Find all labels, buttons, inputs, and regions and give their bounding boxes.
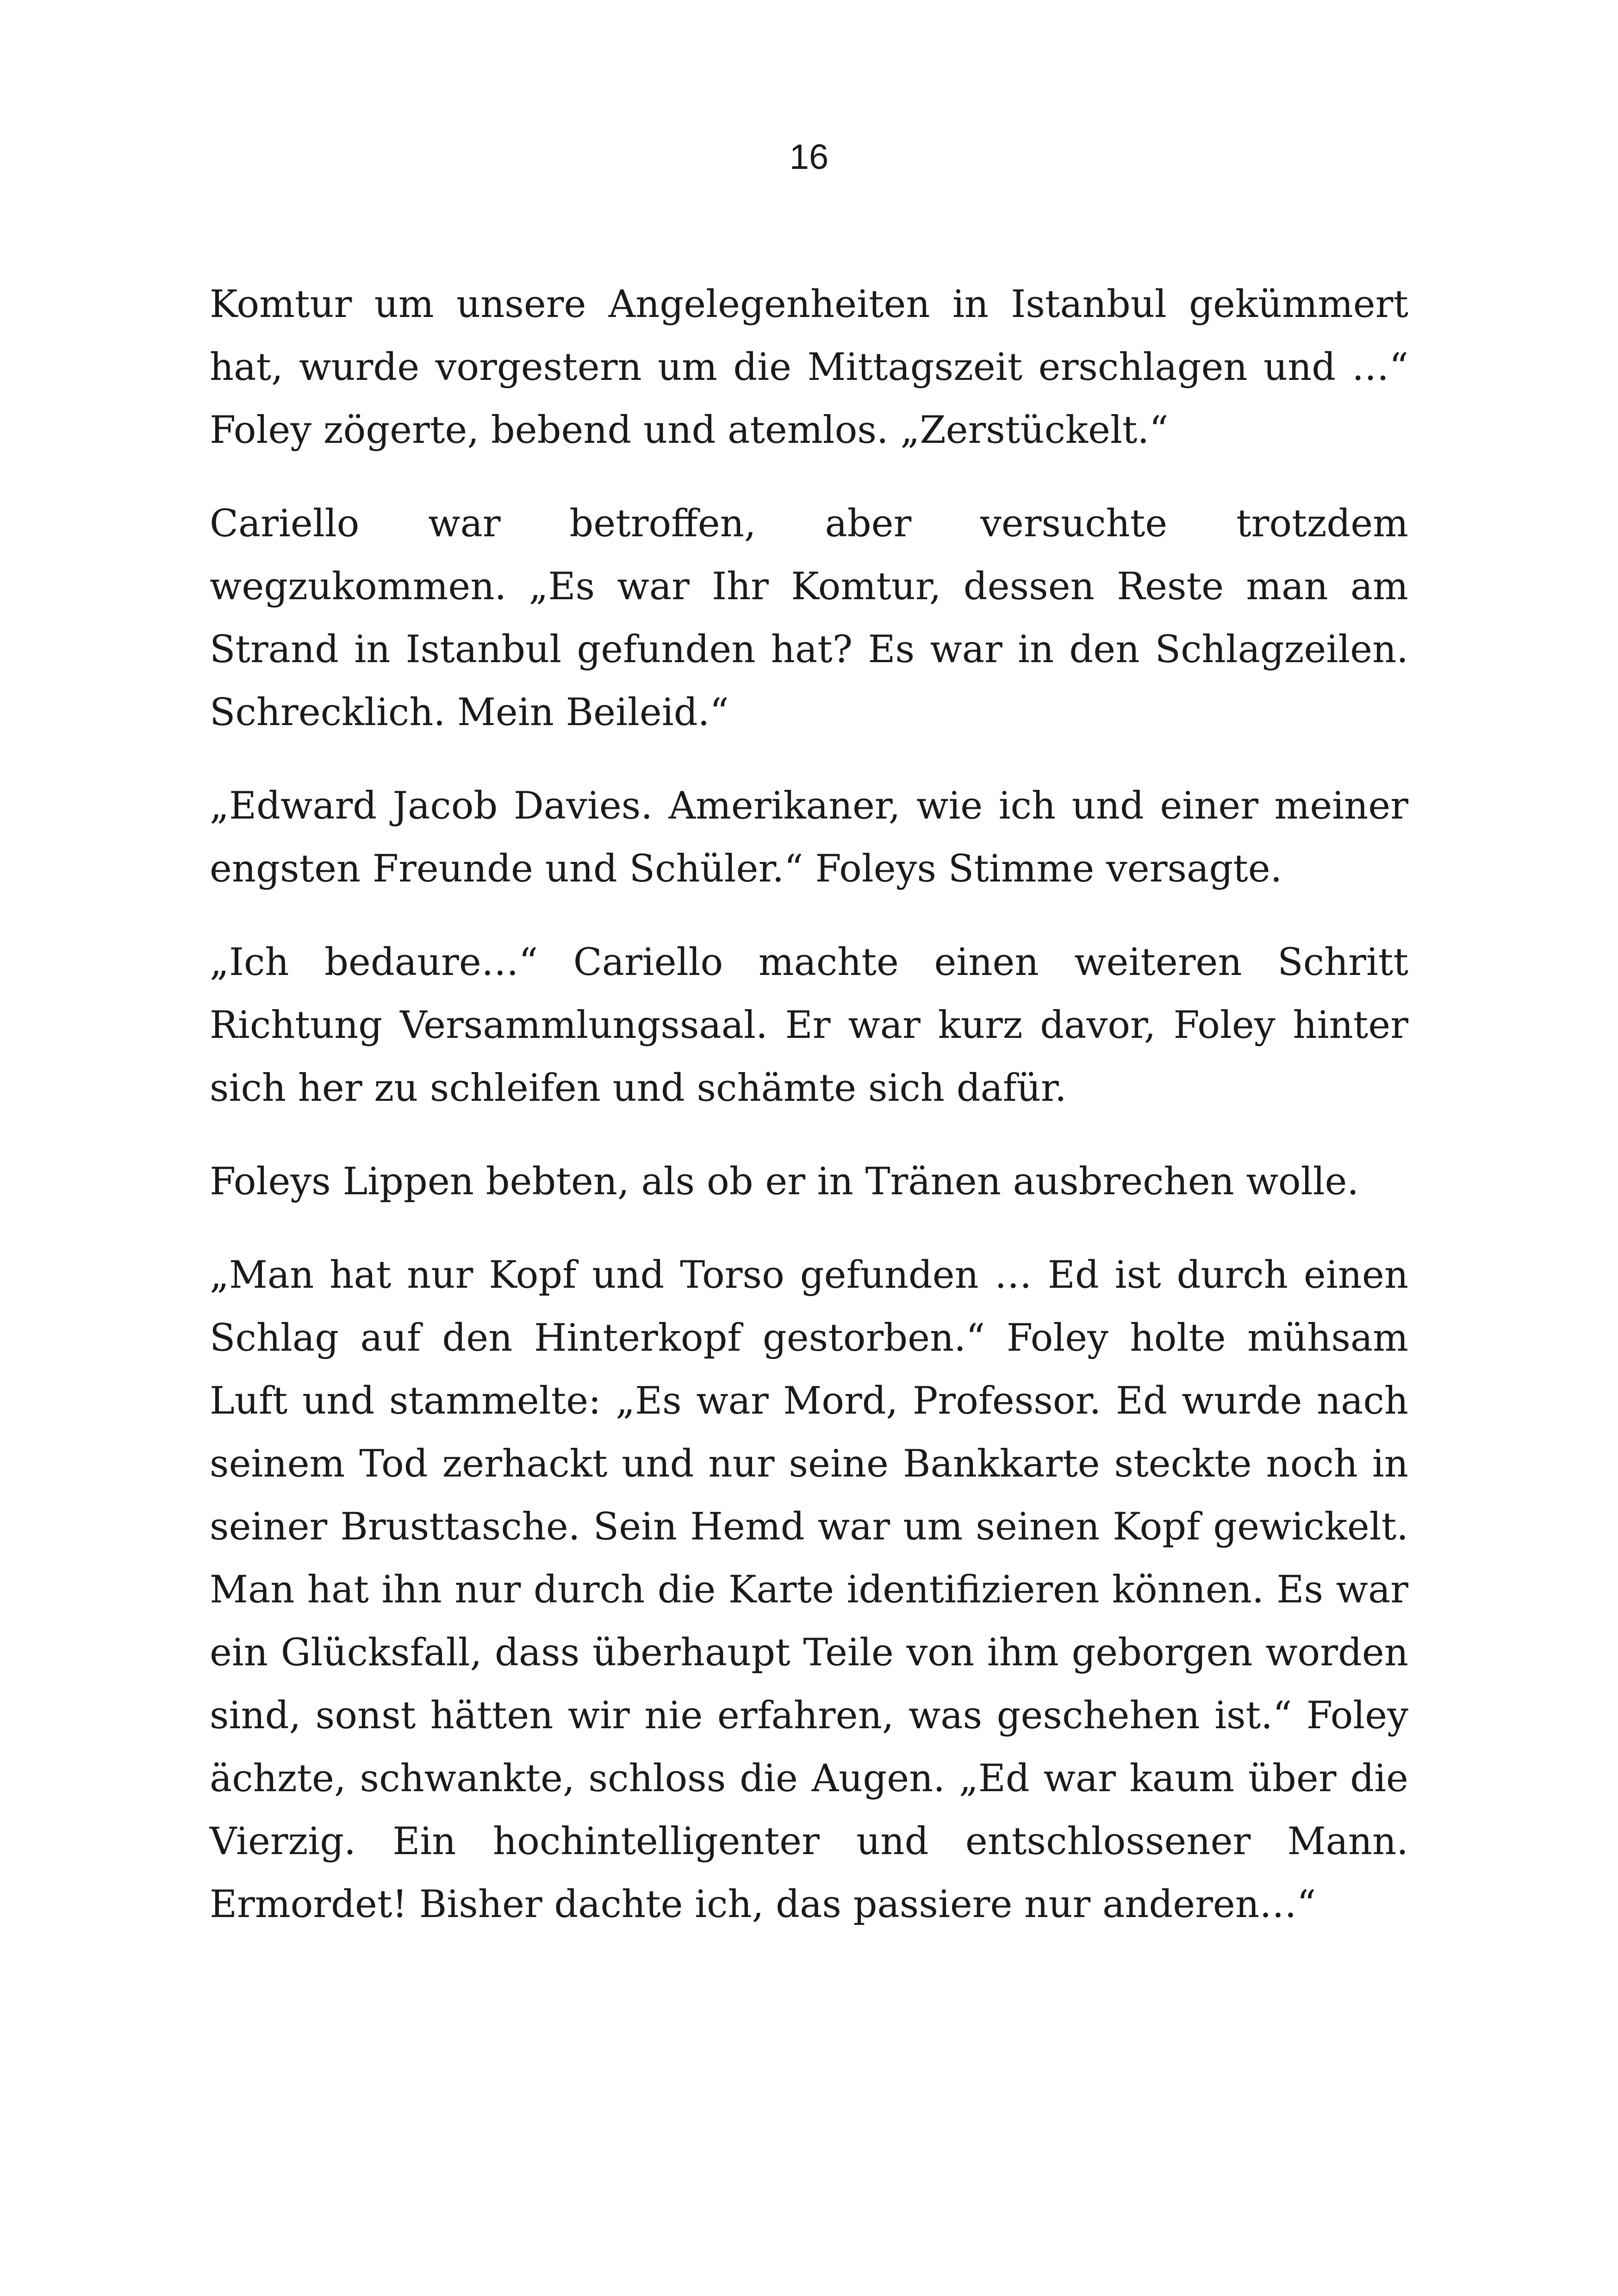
body-text — [210, 273, 1408, 1967]
paragraph-3: „Edward Jacob Davies. Amerikaner, wie ich und einer meiner engsten Freunde und Schüler.“ Foleys Stimme versagte. — [210, 784, 1408, 891]
page-number: 16 — [789, 137, 829, 177]
paragraph-4: „Ich bedaure…“ Cariello machte einen weiteren Schritt Richtung Versammlungssaal. Er war kurz davor, Foley hinter sich her zu schleifen und schämte sich dafür. — [210, 941, 1408, 1110]
paragraph-1: Komtur um unsere Angelegenheiten in Istanbul gekümmert hat, wurde vorgestern um die Mittagszeit erschlagen und …“ Foley zögerte, bebend und atemlos. „Zerstückelt.“ — [210, 283, 1408, 452]
paragraph-5: Foleys Lippen bebten, als ob er in Tränen ausbrechen wolle. — [210, 1160, 1359, 1204]
paragraph-2: Cariello war betroffen, aber versuchte trotzdem wegzukommen. „Es war Ihr Komtur, dessen Reste man am Strand in Istanbul gefunden hat? Es war in den Schlagzeilen. Schrecklich. Mein Beileid.“ — [210, 502, 1408, 734]
paragraph-6: „Man hat nur Kopf und Torso gefunden … Ed ist durch einen Schlag auf den Hinterkopf gestorben.“ Foley holte mühsam Luft und stammelte: „Es war Mord, Professor. Ed wurde nach seinem Tod zerhackt und nur seine Bankkarte steckte noch in seiner Brusttasche. Sein Hemd war um seinen Kopf gewickelt. Man hat ihn nur durch die Karte identifizieren können. Es war ein Glücksfall, dass überhaupt Teile von ihm geborgen worden sind, sonst hätten wir nie erfahren, was geschehen ist.“ Foley ächzte, schwankte, schloss die Augen. „Ed war kaum über die Vierzig. Ein hochintelligenter und entschlossener Mann. Ermordet! Bisher dachte ich, das passiere nur anderen…“ — [210, 1253, 1408, 1926]
